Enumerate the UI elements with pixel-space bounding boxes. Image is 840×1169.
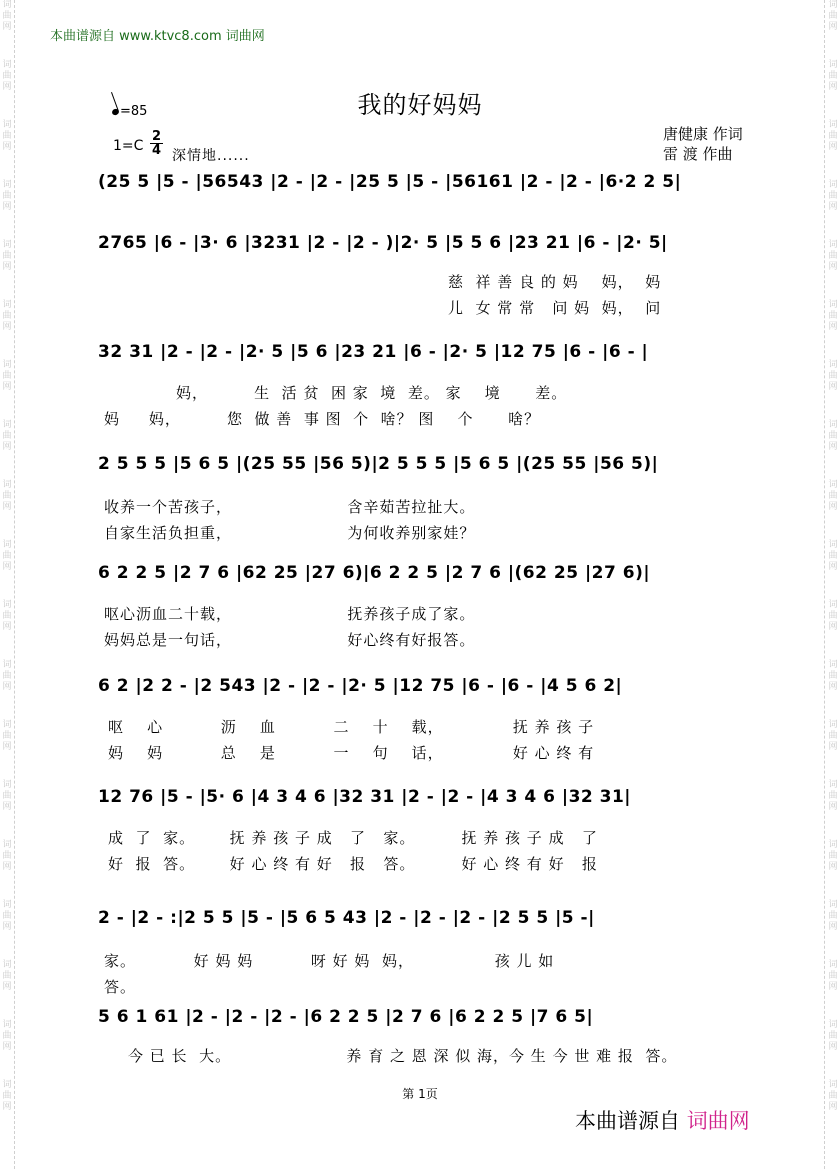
watermark-glyph: 网	[828, 262, 838, 272]
watermark-glyph: 网	[828, 22, 838, 32]
watermark-glyph: 网	[2, 622, 12, 632]
watermark-glyph: 网	[828, 562, 838, 572]
notation-line: 5 6 1 61 |2 - |2 - |2 - |6 2 2 5 |2 7 6 |6 2 2 5 |7 6 5|	[98, 1007, 594, 1027]
notation-line: 2 5 5 5 |5 6 5 |(25 55 |56 5)|2 5 5 5 |5 6 5 |(25 55 |56 5)|	[98, 454, 659, 474]
watermark-glyph: 曲	[2, 671, 12, 681]
watermark-glyph: 网	[828, 922, 838, 932]
watermark-glyph: 网	[828, 1042, 838, 1052]
watermark-glyph: 网	[828, 322, 838, 332]
watermark-glyph: 词	[828, 240, 838, 250]
watermark-glyph: 网	[2, 1042, 12, 1052]
lyric-verse-2: 妈妈总是一句话， 好心终有好报答。	[104, 631, 476, 649]
watermark-glyph: 网	[2, 742, 12, 752]
watermark-glyph: 网	[828, 1102, 838, 1112]
watermark-glyph: 网	[2, 202, 12, 212]
watermark-glyph: 词	[828, 0, 838, 10]
watermark-glyph: 网	[2, 802, 12, 812]
song-title: 我的好妈妈	[357, 91, 483, 119]
watermark-glyph: 词	[2, 120, 12, 130]
footer-source	[575, 1105, 750, 1135]
expression-marking: 深情地......	[172, 148, 250, 164]
watermark-glyph: 词	[828, 660, 838, 670]
watermark-glyph: 曲	[2, 491, 12, 501]
watermark-glyph: 词	[828, 300, 838, 310]
watermark-glyph: 词	[2, 840, 12, 850]
watermark-glyph: 网	[2, 442, 12, 452]
watermark-glyph: 曲	[828, 731, 838, 741]
watermark-glyph: 曲	[828, 551, 838, 561]
lyric-verse-1: 收养一个苦孩子， 含辛茹苦拉扯大。	[104, 498, 476, 516]
watermark-glyph: 词	[828, 540, 838, 550]
watermark-glyph: 曲	[828, 431, 838, 441]
page-number: 第 1页	[402, 1087, 438, 1101]
score-row-5	[98, 563, 768, 649]
lyric-verse-2: 妈 妈， 您 做 善 事 图 个 啥？ 图 个 啥？	[104, 410, 541, 428]
watermark-glyph: 网	[828, 802, 838, 812]
watermark-glyph: 网	[828, 862, 838, 872]
watermark-glyph: 网	[828, 982, 838, 992]
watermark-glyph: 曲	[2, 71, 12, 81]
score-row-7	[98, 787, 768, 873]
lyric-verse-2: 妈 妈 总 是 一 句 话， 好 心 终 有	[108, 744, 595, 762]
time-signature	[150, 130, 163, 157]
left-watermark-strip	[1, 0, 13, 1169]
notation-line: 2765 |6 - |3· 6 |3231 |2 - |2 - )|2· 5 |5 5 6 |23 21 |6 - |2· 5|	[98, 233, 668, 253]
lyric-verse-2: 儿 女 常 常 问 妈 妈， 问	[448, 299, 662, 317]
tempo-value: =85	[120, 104, 148, 119]
watermark-glyph: 曲	[828, 251, 838, 261]
watermark-glyph: 词	[828, 900, 838, 910]
notation-line: 6 2 |2 2 - |2 543 |2 - |2 - |2· 5 |12 75 |6 - |6 - |4 5 6 2|	[98, 676, 623, 696]
watermark-glyph: 曲	[828, 971, 838, 981]
lyric-verse-1: 慈 祥 善 良 的 妈 妈， 妈	[448, 273, 662, 291]
watermark-glyph: 词	[2, 360, 12, 370]
watermark-glyph: 词	[2, 240, 12, 250]
watermark-glyph: 曲	[828, 131, 838, 141]
watermark-glyph: 网	[2, 142, 12, 152]
watermark-glyph: 曲	[828, 1091, 838, 1101]
watermark-glyph: 词	[2, 600, 12, 610]
footer-brand: 词曲网	[686, 1109, 750, 1133]
watermark-glyph: 词	[828, 1080, 838, 1090]
watermark-glyph: 曲	[2, 911, 12, 921]
watermark-glyph: 词	[828, 480, 838, 490]
lyricist-credit: 唐健康 作词	[663, 125, 743, 143]
watermark-glyph: 曲	[2, 551, 12, 561]
lyric-verse-1: 呕 心 沥 血 二 十 载， 抚 养 孩 子	[108, 718, 595, 736]
watermark-glyph: 词	[2, 0, 12, 10]
lyric-verse-2: 自家生活负担重， 为何收养别家娃？	[104, 524, 476, 542]
watermark-glyph: 网	[2, 262, 12, 272]
watermark-glyph: 网	[828, 502, 838, 512]
watermark-glyph: 曲	[828, 851, 838, 861]
watermark-glyph: 网	[828, 142, 838, 152]
watermark-glyph: 词	[2, 180, 12, 190]
watermark-glyph: 曲	[828, 611, 838, 621]
lyric-verse-1: 呕心沥血二十载， 抚养孩子成了家。	[104, 605, 476, 623]
watermark-glyph: 词	[828, 120, 838, 130]
watermark-glyph: 网	[2, 682, 12, 692]
watermark-glyph: 曲	[828, 1031, 838, 1041]
watermark-glyph: 曲	[828, 11, 838, 21]
watermark-glyph: 网	[828, 382, 838, 392]
watermark-glyph: 曲	[828, 491, 838, 501]
watermark-glyph: 网	[2, 562, 12, 572]
watermark-glyph: 曲	[2, 611, 12, 621]
watermark-glyph: 曲	[828, 71, 838, 81]
lyric-verse-2: 好 报 答。 好 心 终 有 好 报 答。 好 心 终 有 好 报	[108, 855, 598, 873]
score-row-8	[98, 908, 768, 996]
watermark-glyph: 曲	[2, 431, 12, 441]
watermark-glyph: 词	[828, 960, 838, 970]
credits	[663, 124, 743, 164]
watermark-glyph: 曲	[2, 131, 12, 141]
score-row-3	[98, 342, 768, 428]
watermark-glyph: 词	[2, 60, 12, 70]
meter-bottom: 4	[152, 143, 162, 158]
watermark-glyph: 词	[2, 1080, 12, 1090]
left-margin-border	[14, 0, 15, 1169]
watermark-glyph: 词	[828, 420, 838, 430]
watermark-glyph: 词	[2, 300, 12, 310]
watermark-glyph: 词	[2, 900, 12, 910]
watermark-glyph: 词	[2, 720, 12, 730]
watermark-glyph: 曲	[2, 731, 12, 741]
watermark-glyph: 网	[2, 382, 12, 392]
watermark-glyph: 曲	[828, 791, 838, 801]
watermark-glyph: 曲	[2, 1031, 12, 1041]
watermark-glyph: 网	[828, 742, 838, 752]
watermark-glyph: 曲	[2, 971, 12, 981]
watermark-glyph: 网	[2, 922, 12, 932]
key-signature: 1=C	[113, 138, 144, 154]
lyric-verse-1: 家。 好 妈 妈 呀 好 妈 妈， 孩 儿 如	[104, 952, 555, 970]
watermark-glyph: 曲	[828, 911, 838, 921]
watermark-glyph: 曲	[828, 311, 838, 321]
watermark-glyph: 曲	[828, 191, 838, 201]
watermark-glyph: 词	[2, 660, 12, 670]
watermark-glyph: 网	[2, 22, 12, 32]
watermark-glyph: 词	[828, 360, 838, 370]
composer-credit: 雷 渡 作曲	[663, 145, 733, 163]
lyric-verse-2: 答。	[104, 978, 137, 996]
watermark-glyph: 词	[828, 60, 838, 70]
watermark-glyph: 词	[2, 540, 12, 550]
notation-line: 12 76 |5 - |5· 6 |4 3 4 6 |32 31 |2 - |2 - |4 3 4 6 |32 31|	[98, 787, 632, 807]
notation-line: (25 5 |5 - |56543 |2 - |2 - |25 5 |5 - |56161 |2 - |2 - |6·2 2 5|	[98, 172, 682, 192]
watermark-glyph: 曲	[2, 371, 12, 381]
score-row-9	[98, 1007, 768, 1065]
score-row-4	[98, 454, 768, 542]
score-row-6	[98, 676, 768, 762]
watermark-glyph: 曲	[2, 191, 12, 201]
score-row-1	[98, 172, 768, 192]
watermark-glyph: 词	[828, 1020, 838, 1030]
watermark-glyph: 词	[2, 420, 12, 430]
footer-prefix: 本曲谱源自	[575, 1109, 680, 1133]
watermark-glyph: 曲	[2, 251, 12, 261]
watermark-glyph: 曲	[828, 371, 838, 381]
watermark-glyph: 网	[828, 622, 838, 632]
lyric-verse-1: 妈， 生 活 贫 困 家 境 差。 家 境 差。	[176, 384, 568, 402]
right-margin-border	[824, 0, 825, 1169]
watermark-glyph: 曲	[828, 671, 838, 681]
watermark-glyph: 曲	[2, 311, 12, 321]
watermark-glyph: 曲	[2, 791, 12, 801]
watermark-glyph: 词	[828, 600, 838, 610]
watermark-glyph: 词	[828, 720, 838, 730]
watermark-glyph: 网	[2, 862, 12, 872]
watermark-glyph: 网	[2, 982, 12, 992]
right-watermark-strip	[827, 0, 839, 1169]
watermark-glyph: 网	[2, 322, 12, 332]
watermark-glyph: 词	[2, 1020, 12, 1030]
source-note: 本曲谱源自 www.ktvc8.com 词曲网	[50, 29, 265, 44]
meter-top: 2	[152, 129, 162, 144]
watermark-glyph: 网	[828, 682, 838, 692]
watermark-glyph: 词	[828, 780, 838, 790]
watermark-glyph: 网	[2, 1102, 12, 1112]
watermark-glyph: 曲	[2, 851, 12, 861]
watermark-glyph: 词	[2, 960, 12, 970]
watermark-glyph: 网	[2, 82, 12, 92]
notation-line: 2 - |2 - :|2 5 5 |5 - |5 6 5 43 |2 - |2 - |2 - |2 5 5 |5 -|	[98, 908, 595, 928]
watermark-glyph: 曲	[2, 1091, 12, 1101]
lyric-verse-1: 成 了 家。 抚 养 孩 子 成 了 家。 抚 养 孩 子 成 了	[108, 829, 598, 847]
notation-line: 6 2 2 5 |2 7 6 |62 25 |27 6)|6 2 2 5 |2 7 6 |(62 25 |27 6)|	[98, 563, 651, 583]
watermark-glyph: 词	[2, 480, 12, 490]
watermark-glyph: 网	[828, 202, 838, 212]
watermark-glyph: 网	[2, 502, 12, 512]
tempo-marking	[112, 104, 147, 119]
quarter-note-icon	[111, 108, 120, 116]
notation-line: 32 31 |2 - |2 - |2· 5 |5 6 |23 21 |6 - |2· 5 |12 75 |6 - |6 - |	[98, 342, 649, 362]
watermark-glyph: 词	[2, 780, 12, 790]
watermark-glyph: 词	[828, 180, 838, 190]
watermark-glyph: 曲	[2, 11, 12, 21]
score-row-2	[98, 233, 768, 317]
lyric-verse-1: 今 已 长 大。 养 育 之 恩 深 似 海，今 生 今 世 难 报 答。	[128, 1047, 678, 1065]
watermark-glyph: 词	[828, 840, 838, 850]
watermark-glyph: 网	[828, 442, 838, 452]
watermark-glyph: 网	[828, 82, 838, 92]
